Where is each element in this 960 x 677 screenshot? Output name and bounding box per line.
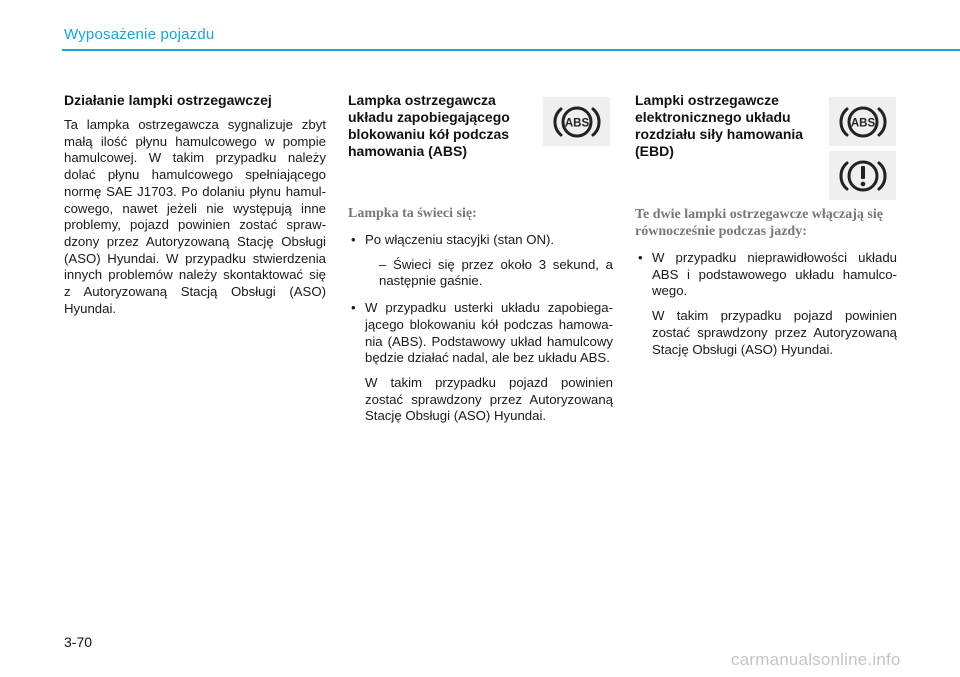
- col1-heading: Działanie lampki ostrzegawczej: [64, 92, 272, 108]
- brake-warning-icon: [829, 151, 896, 200]
- col3-subheading: Te dwie lampki ostrzegawcze włączają się równocześnie podczas jazdy:: [635, 207, 883, 239]
- bullet-mark: •: [351, 232, 356, 247]
- col2-subheading: Lampka ta świeci się:: [348, 206, 477, 221]
- col3-heading: Lampki ostrzegawcze elektronicznego układu rozdziału siły hamowania (EBD): [635, 92, 804, 159]
- bullet-mark: •: [351, 300, 356, 316]
- column-1: [64, 92, 326, 317]
- list-item: [348, 232, 613, 249]
- col2-heading: Lampka ostrzegawcza układu zapobiegającego blokowaniu kół podczas hamowania (ABS): [348, 92, 510, 159]
- section-title: Wyposażenie pojazdu: [64, 26, 215, 43]
- list-item: [635, 250, 897, 358]
- header-divider: [62, 49, 960, 51]
- abs-icon-label: ABS: [564, 117, 589, 129]
- abs-warning-icon: [829, 97, 896, 146]
- col2-bullet2-text: W przypadku usterki układu zapobiega-jącego blokowaniu kół podczas hamowa-nia (ABS). Podstawowy układ hamulcowy będzie działać nadal, ale bez układu ABS.: [365, 300, 613, 366]
- col2-dash1-text: – Świeci się przez około 3 sekund, a następnie gaśnie.: [379, 256, 613, 289]
- col3-bullet1-text: W przypadku nieprawidłowości układu ABS i podstawowego układu hamulco-wego.: [652, 250, 897, 299]
- col3-bullet1-note: W takim przypadku pojazd powinien zostać sprawdzony przez Autoryzowaną Stację Obsługi (ASO) Hyundai.: [652, 308, 897, 357]
- list-subitem: [348, 257, 613, 290]
- footer-watermark: carmanualsonline.info: [731, 650, 901, 669]
- col1-body: Ta lampka ostrzegawcza sygnalizuje zbyt małą ilość płynu hamulcowego w pompie hamulcowej. W takim przypadku należy dolać płynu hamulcowego spełniającego normę SAE J1703. Po dolaniu płynu hamul-cowego, nawet jeżeli nie występują inne problemy, pojazd powinien zostać spraw-dzony przez Autoryzowaną Stację Obsługi (ASO) Hyundai. W przypadku stwierdzenia innych problemów należy skontaktować się z Autoryzowaną Stacją Obsługi (ASO) Hyundai.: [64, 117, 326, 316]
- page-number: 3-70: [64, 634, 93, 650]
- bullet-mark: •: [638, 250, 643, 265]
- col2-bullet1-text: Po włączeniu stacyjki (stan ON).: [365, 232, 555, 247]
- abs-warning-icon: [543, 97, 610, 146]
- col2-bullet2-note: W takim przypadku pojazd powinien zostać sprawdzony przez Autoryzowaną Stację Obsługi (ASO) Hyundai.: [365, 374, 613, 424]
- abs-icon-label: ABS: [850, 117, 875, 129]
- list-item: [348, 300, 613, 425]
